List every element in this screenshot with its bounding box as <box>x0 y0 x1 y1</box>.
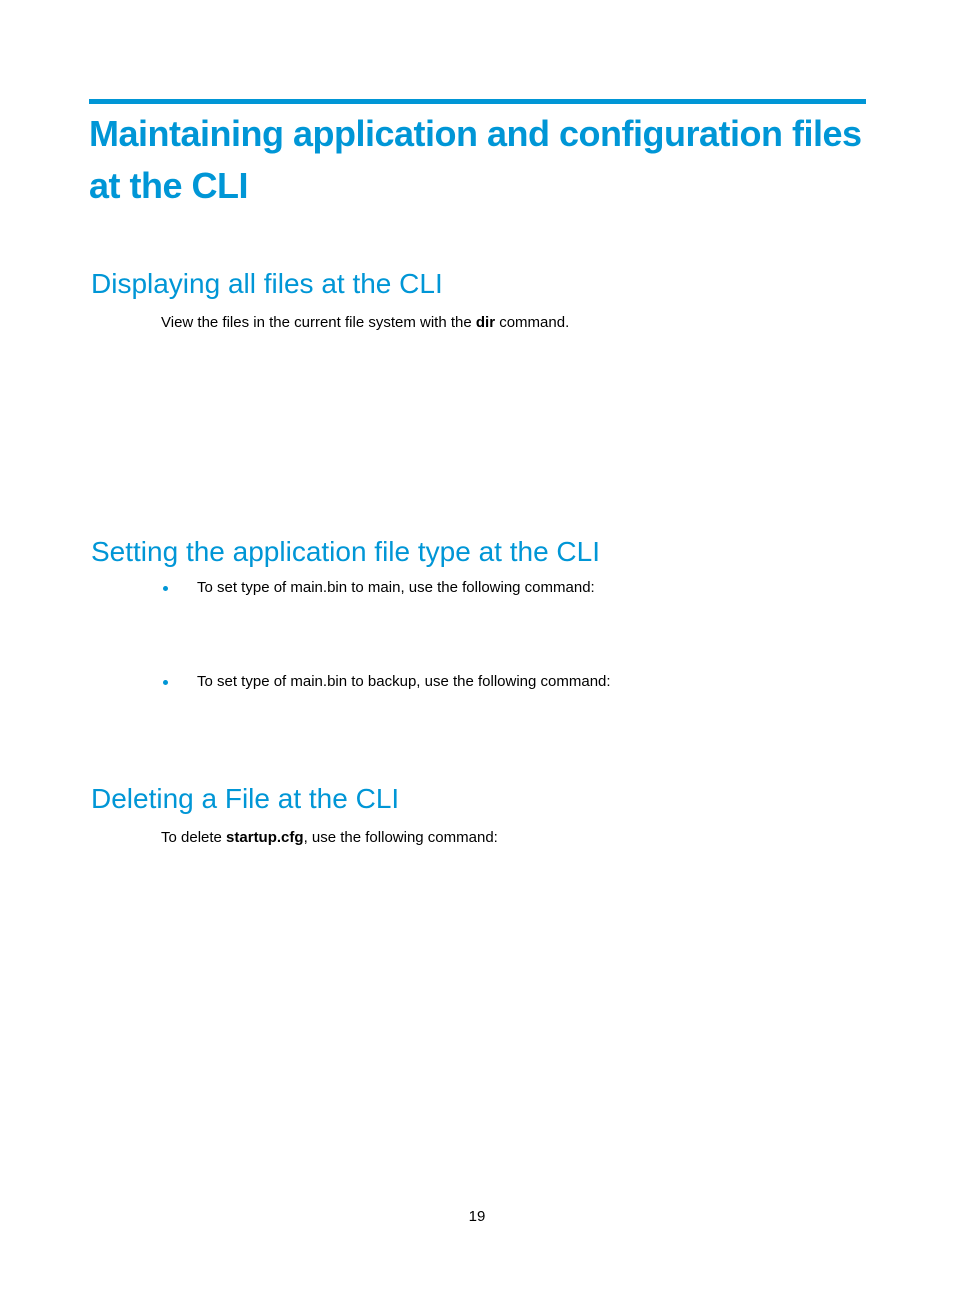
chapter-title: Maintaining application and configuration files at the CLI <box>89 113 862 206</box>
paragraph-text: , use the following command: <box>303 829 498 846</box>
section-title-displaying-files: Displaying all files at the CLI <box>91 268 443 299</box>
deleting-file-paragraph <box>161 828 498 848</box>
bullet-icon <box>163 680 168 685</box>
list-item-text: To set type of main.bin to main, use the following command: <box>197 579 595 596</box>
chapter-rule <box>89 99 866 104</box>
paragraph-text: View the files in the current file system with the <box>161 314 476 331</box>
displaying-files-paragraph <box>161 313 569 333</box>
paragraph-text: To delete <box>161 829 227 846</box>
page-number: 19 <box>468 1208 486 1225</box>
list-item-text: To set type of main.bin to backup, use the following command: <box>197 673 611 690</box>
command-name: dir <box>475 314 496 331</box>
section-title-deleting-file: Deleting a File at the CLI <box>91 783 400 814</box>
bullet-icon <box>163 586 168 591</box>
paragraph-text: command. <box>495 314 570 331</box>
file-name: startup.cfg <box>226 829 304 846</box>
section-title-setting-file-type: Setting the application file type at the CLI <box>91 536 600 567</box>
